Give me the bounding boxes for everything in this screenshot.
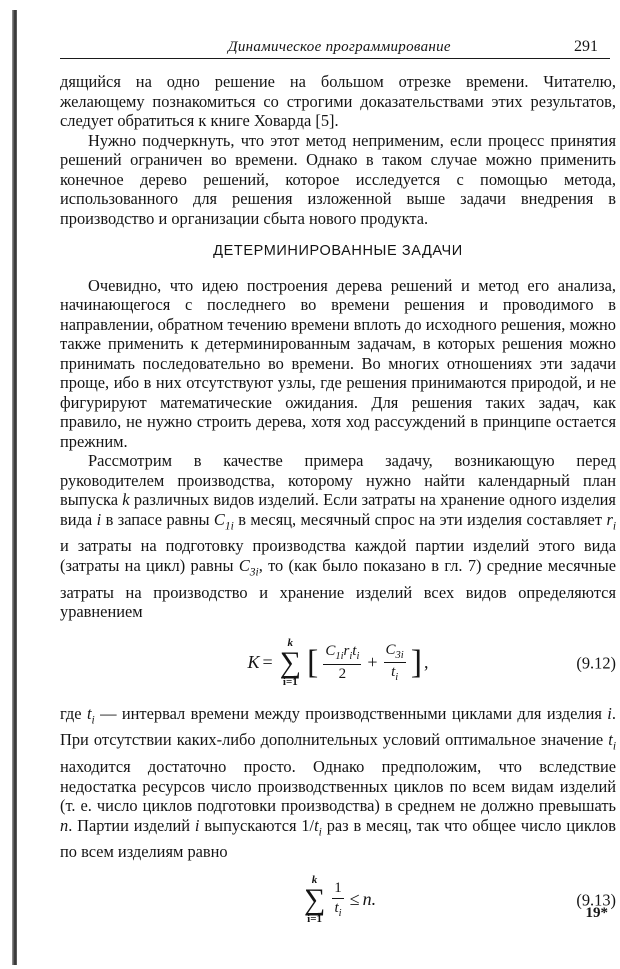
page-binding-edge: [12, 10, 17, 965]
var-C1i: $C_{1i}$: [213, 509, 234, 532]
paragraph-3: Очевидно, что идею построения дерева решений и метод его анализа, начинающегося с последнего во времени решения и проводимого в направлении, обратном течению времени вплоть до исходного решения, можно также применить к детерминированным задачам, в которых решения можно принимать последовательно во времени. Во многих отношениях эти задачи проще, ибо в них отсутствуют узлы, где решения принимаются природой, и не фигурируют математические ожидания. Для решения таких задач, как правило, не нужно строить дерева, хотя ход рассуждений в принципе остается прежним.: [60, 275, 616, 451]
var-k: k: [122, 490, 130, 509]
var-ri: $r_i$: [606, 509, 617, 532]
p5-text-e: . Партии изделий: [68, 815, 191, 835]
var-i: i: [96, 509, 102, 529]
paragraph-1: дящийся на одно решение на большом отрезке времени. Читателю, желающему познакомиться со строгими доказательствами этих результатов, следует обратиться к книге Ховарда [5].: [60, 72, 616, 130]
paragraph-4: [60, 451, 616, 622]
p5-text-b: — интервал времени между производственными циклами для изделия: [100, 703, 602, 723]
p5-text-d: находится достаточно просто. Однако предположим, что вследствие недостатка ресурсов число производственных циклов по всем видам изделий (т. е. число циклов подготовки производства) в среднем не должно превышать: [60, 757, 616, 816]
var-ti-2: $t_i$: [608, 730, 616, 753]
section-heading: ДЕТЕРМИНИРОВАННЫЕ ЗАДАЧИ: [213, 243, 463, 259]
expr-1-over-ti: $1/t_i$: [301, 815, 322, 838]
p4-text-e: и затраты на подготовку производства каждой партии изделий этого вида (затраты на цикл) равны: [60, 536, 616, 575]
var-n: n: [60, 815, 69, 835]
page-body: [60, 72, 616, 938]
running-header: [60, 38, 610, 58]
p4-text-d: в месяц, месячный спрос на эти изделия составляет: [238, 509, 602, 529]
p5-text-c: . При отсутствии каких-либо дополнительных условий оптимальное значение: [60, 703, 616, 750]
paragraph-2: Нужно подчеркнуть, что этот метод неприменим, если процесс принятия решений ограничен во времени. Однако в таком случае можно применить конечное дерево решений, которое исследуется с помощью метода, использованного для решения изложенной выше задачи внедрения в производство и организации сбыта нового продукта.: [60, 130, 616, 228]
p4-text-c: в запасе равны: [105, 509, 210, 529]
fraction-c1-r-t: $\frac{C_{1i}r_it_i}{2}$: [325, 643, 360, 682]
equation-9-12: [60, 628, 616, 698]
p4-text-b: различных видов изделий. Если затраты на хранение одного изделия вида: [60, 490, 616, 529]
var-i-3: i: [194, 815, 200, 835]
var-i-2: i: [607, 703, 612, 723]
sum-operator: k ∑ i=1: [279, 636, 301, 688]
equation-9-13: [60, 868, 616, 932]
page-number: 291: [574, 38, 598, 55]
p5-text-g: раз в месяц, так что общее число циклов по всем изделиям равно: [60, 815, 616, 862]
fraction-1-t: $\frac{1}{t_i}$: [334, 880, 342, 919]
equation-number-9-12: (9.12): [576, 652, 616, 672]
p5-text-a: где: [60, 703, 82, 723]
var-ti: $t_i$: [86, 703, 95, 726]
signature-mark: 19*: [585, 905, 608, 921]
equation-9-13-body: k ∑ i=1 $\frac{1}{t_i}$ ≤ n.: [303, 873, 377, 925]
running-title: Динамическое программирование: [228, 39, 451, 55]
sum-operator-2: k ∑ i=1: [303, 873, 326, 925]
p5-text-f: выпускаются: [204, 815, 297, 835]
equation-number-9-13: (9.13): [576, 890, 616, 910]
header-rule: [60, 58, 610, 59]
equation-9-12-body: K = k ∑ i=1 [ $\frac{C_{1i}r_it_i}{2}$ + $\frac{C_{3i}}{t_i}$ ] ,: [247, 636, 429, 688]
p4-text-a: Рассмотрим в качестве примера задачу, возникающую перед руководителем производства, которому нужно найти календарный план выпуска: [60, 451, 616, 509]
p4-text-f: , то (как было показано в гл. 7) средние месячные затраты на производство и хранение изделий всех видов определяются уравнением: [60, 555, 616, 622]
var-C3i: $C_{3i}$: [238, 555, 259, 579]
paragraph-5: [60, 704, 616, 862]
fraction-c3-t: $\frac{C_{3i}}{t_i}$: [385, 641, 404, 684]
